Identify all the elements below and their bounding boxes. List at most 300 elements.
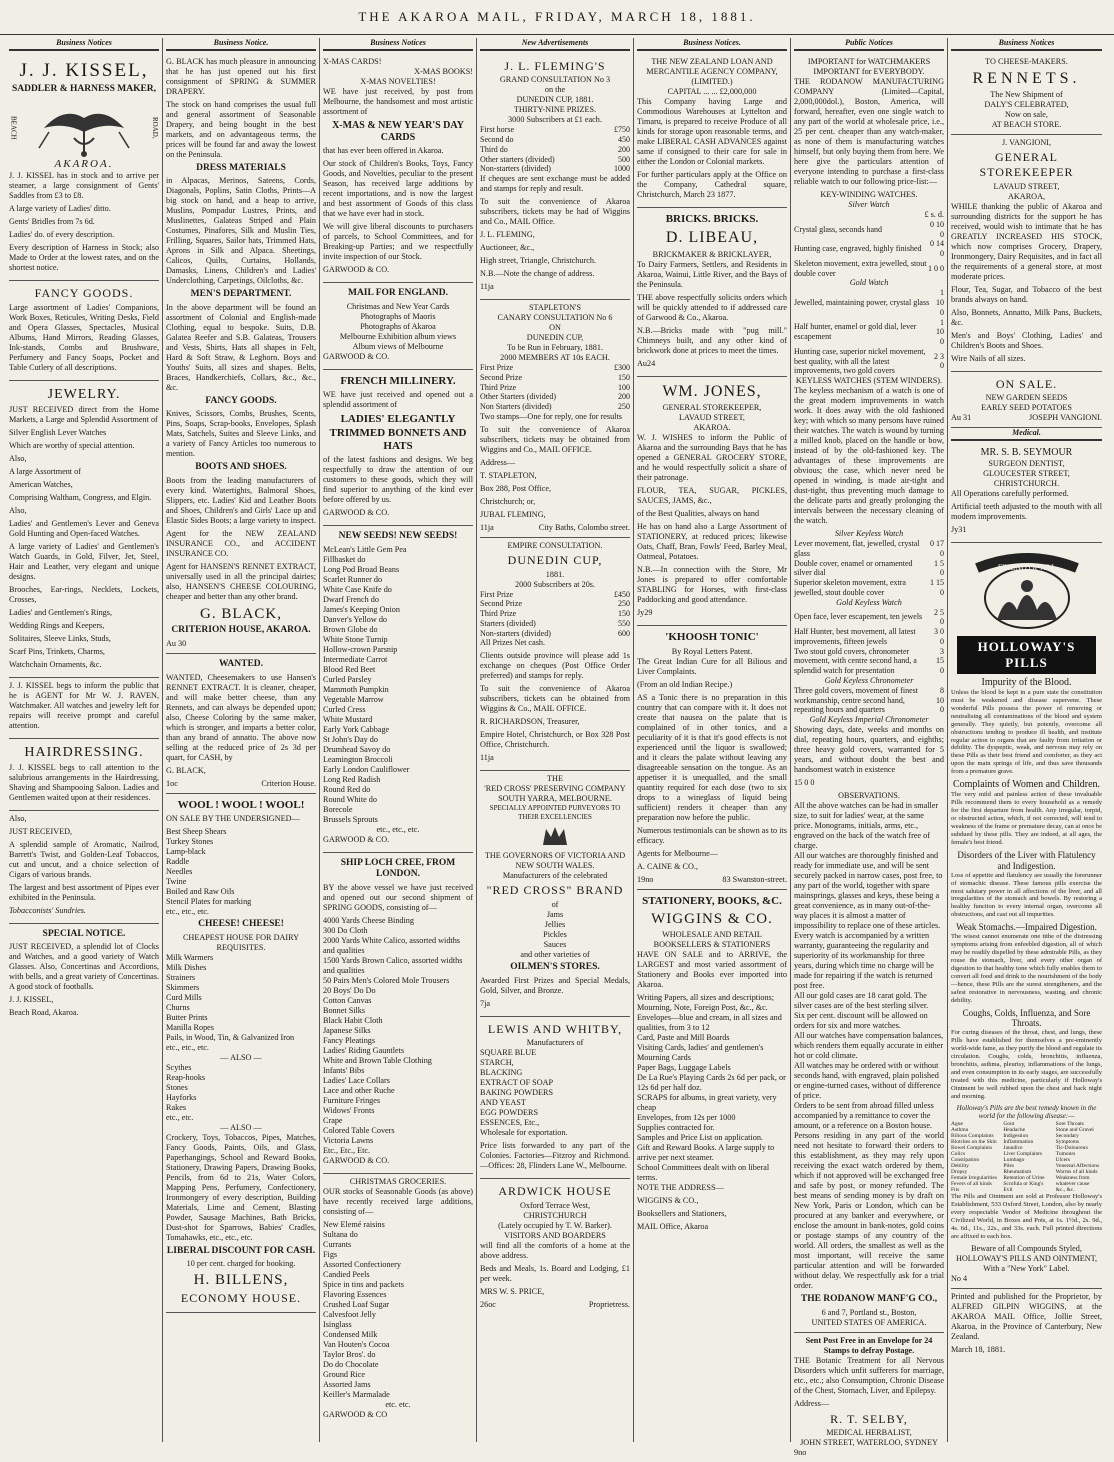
- lewis-whitby-ad: [480, 1017, 630, 1180]
- list-item: Fillbasket do: [323, 554, 366, 564]
- emblem-banner-text: FRIEND OF ALL: [997, 563, 1056, 573]
- ardwick-text: will find all the comforts of a home at the above address.: [480, 1240, 630, 1260]
- masthead: THE AKAROA MAIL, FRIDAY, MARCH 18, 1881.: [0, 0, 1114, 35]
- table-cell: Non-starters (divided): [480, 628, 551, 638]
- redcross-manufacturers: Manufacturers of the celebrated: [502, 871, 608, 881]
- wanted-code: 1oc: [166, 778, 178, 788]
- vangioni-street: LAVAUD STREET,: [993, 181, 1060, 191]
- table-row: [480, 609, 630, 619]
- kissel-saddler-ad: [9, 54, 159, 281]
- lewis-manufacturers: Manufacturers of: [526, 1038, 584, 1048]
- millinery-heading: LADIES' ELEGANTLY TRIMMED BONNETS AND HATS: [329, 413, 467, 452]
- list-item: Sultana do: [323, 1230, 358, 1240]
- list-item: Jaundice: [1003, 1144, 1023, 1151]
- table-cell: 1 10 0: [936, 288, 944, 317]
- list-item: SQUARE BLUE: [480, 1048, 537, 1058]
- list-item: White Stone Turnip: [323, 634, 388, 644]
- list-item: AND YEAST: [480, 1098, 526, 1108]
- impurity-text: Unless the blood be kept in a pure state the constitution must be weakened and disease supervene. These wonderful Pills possess the power of removing or neutralising all contaminations of the blood and system generally. They quietly, but potently, overcome all obstructions tending to produce ill health, and institute regular action in organs that are faulty from irritation or debility. The dyspeptic, weak, and nervous may rely on these Pills as their best friend and comforter, as they act upon the main springs of life, and thus save thousands from a premature grave.: [951, 688, 1102, 776]
- libeau-text: THE above respectfully solicits orders which will be quickly attended to if addressed care of Garwood & Co., Akaroa.: [637, 292, 787, 322]
- jewelry-text: Also,: [9, 453, 27, 463]
- selby-code: 9no: [794, 1448, 807, 1458]
- complaints-text: The very mild and painless action of these invaluable Pills recommend them to every household as a remedy for the first departure from health. Any irregular, torpid, or obstructed action, which, if not corrected, will tend to weakness of the frame or premature decay, can at once be subdued by these pills. They are indeed, at all ages, the female's best friend.: [951, 791, 1102, 846]
- stapleton-code: 11ja: [480, 522, 494, 532]
- redcross-and: and other varieties of: [520, 949, 590, 959]
- list-item: BAKING POWDERS: [480, 1088, 554, 1098]
- list-item: Skimmers: [166, 982, 200, 992]
- table-row: [480, 392, 630, 402]
- table-row: [480, 145, 630, 155]
- table-cell: Open face, lever escapement, ten jewels: [794, 612, 923, 622]
- khoosh-tonic-ad: [637, 626, 787, 889]
- groceries-title: CHRISTMAS GROCERIES.: [349, 1177, 447, 1187]
- table-cell: 100: [618, 382, 630, 392]
- table-cell: 3 0 0: [934, 627, 944, 646]
- rodanow-title: IMPORTANT for WATCHMAKERS: [807, 56, 931, 66]
- fancy-goods-title: FANCY GOODS.: [34, 285, 134, 300]
- wiggins-role: Booksellers and Stationers,: [637, 1209, 727, 1219]
- list-item: Indigestion: [1003, 1132, 1029, 1139]
- list-item: Calvesfoot Jelly: [323, 1310, 376, 1320]
- on-sale-text: NEW GARDEN SEEDS: [985, 393, 1068, 403]
- vangioni-store-ad: [951, 135, 1102, 371]
- jones-text: He has on hand also a Large Assortment of STATIONERY, at reduced prices; likewise Oats, Chaff, Bran, Fowls' Feed, Barley Meal, Oatmeal, Potatoes.: [637, 522, 787, 562]
- list-item: Raddle: [166, 856, 190, 866]
- black-code: Au 30: [166, 638, 187, 648]
- empire-text: To suit the convenience of Akaroa subscribers, tickets can be obtained from Wiggins & Co., MAIL OFFICE.: [480, 684, 630, 714]
- table-cell: 450: [618, 135, 630, 145]
- table-row: [480, 125, 630, 135]
- ardwick-house-ad: [480, 1179, 630, 1314]
- list-item: Ladies' Lace Collars: [323, 1076, 390, 1086]
- table-cell: Third Prize: [480, 382, 517, 392]
- holloways-pills-ad: [951, 543, 1102, 1289]
- table-row: [794, 318, 944, 347]
- lewis-title: LEWIS AND WHITBY,: [487, 1021, 623, 1036]
- seeds-title: NEW SEEDS! NEW SEEDS!: [338, 531, 458, 542]
- list-item: Tumours: [1055, 1151, 1076, 1158]
- table-cell: Other starters (divided): [480, 154, 555, 164]
- table-cell: Skeleton movement, extra jewelled, stout double cover: [794, 258, 927, 278]
- table-row: [794, 239, 944, 259]
- list-item: Assorted Jams: [323, 1380, 371, 1390]
- table-cell: Crystal glass, seconds hand: [794, 224, 882, 234]
- list-item: Ground Rice: [323, 1370, 366, 1380]
- jewelry-text: Ladies' and Gentlemen's Lever and Geneva Gold Hunting and Open-faced Watches.: [9, 518, 159, 538]
- nz-loan-limited: (LIMITED.): [691, 76, 733, 86]
- loch-cree-signature: GARWOOD & CO.: [323, 1156, 390, 1166]
- ardwick-late: (Lately occupied by T. W. Barker).: [498, 1220, 612, 1230]
- xmas-text: We will give liberal discounts to purchasers of parcels, to School Committees, and for Breaking-up Parties; and we respectfully invite inspection of our Stock.: [323, 222, 473, 262]
- tobacco-text: JUST RECEIVED,: [9, 826, 73, 836]
- list-item: All our watches have compensation balances, which renders them equally accurate in either hot or cold climate.: [794, 1031, 944, 1060]
- khoosh-text: The Great Indian Cure for all Bilious and Liver Complaints.: [637, 656, 787, 676]
- list-item: Fevers of all kinds: [951, 1181, 992, 1188]
- list-item: 1500 Yards Brown Calico, assorted widths and qualities: [323, 956, 463, 976]
- list-item: Curled Parsley: [323, 674, 372, 684]
- rennets-ad: [951, 54, 1102, 136]
- list-item: 50 Pairs Men's Colored Mole Trousers: [323, 976, 450, 986]
- also2-title: — ALSO —: [220, 1122, 262, 1132]
- libeau-code: Au24: [637, 358, 656, 368]
- table-cell: 1 0 0: [928, 263, 944, 273]
- kissel-text: Ladies' do. of every description.: [9, 229, 115, 239]
- black-text: The stock on hand comprises the usual full and general assortment of Seasonable Drapery, and being bought in the best markets, and on advantageous terms, the prices will be found far and away the lowest on the Peninsula.: [166, 99, 316, 159]
- jewelry-text: Scarf Pins, Trinkets, Charms,: [9, 646, 105, 656]
- fleming-on: on the: [544, 85, 566, 95]
- list-item: Melbourne Exhibition album views: [339, 331, 457, 341]
- table-row: [480, 590, 630, 600]
- list-item: Best Sheep Shears: [166, 826, 227, 836]
- vangioni-text: WHILE thanking the public of Akaroa and surrounding districts for the support he has received, would wish to intimate that he has GREATLY INCREASED HIS STOCK, which now comprises Grocery, Drapery, Ironmongery, Dairy Requisites, and in fact all the requirements of a general store, at most moderate prices.: [951, 201, 1102, 281]
- libeau-text: To Dairy Farmers, Settlers, and Residents in Akaroa, Wainui, Little River, and the Bays of the Peninsula.: [637, 259, 787, 289]
- empire-prize-table: [480, 590, 630, 639]
- column-header: Business Notices: [323, 38, 473, 51]
- redcross-code: 7ja: [480, 998, 491, 1008]
- list-item: Venereal Affections: [1055, 1163, 1100, 1170]
- key-winding-title: KEY-WINDING WATCHES.: [820, 189, 918, 199]
- diseases-title: Holloway's Pills are the best remedy known in the world for the following disease:—: [956, 1103, 1097, 1121]
- table-cell: 600: [618, 628, 630, 638]
- list-item: Brussels Sprouts: [323, 814, 378, 824]
- fleming-title: J. L. FLEMING'S: [504, 58, 606, 73]
- special-notice-signature: J. J. KISSEL,: [9, 995, 54, 1005]
- gold-keyless-prices: [794, 608, 944, 676]
- table-row: [480, 135, 630, 145]
- wanted-signature: G. BLACK,: [166, 765, 206, 775]
- list-item: Ladies' Riding Gauntlets: [323, 1046, 405, 1056]
- also2-text: Crockery, Toys, Tobaccos, Pipes, Matches, Fancy Goods, Paints, Oils, and Glass, Paperhangings, School and Reward Books, Stationery, Drawing Papers, Drawing Books, Pencils, from 6d to 21s, Water Colors, Mapping Pens, Perfumery, Confectionery, Ironmongery of every description, Building Materials, Lime and Cement, Blasting Powder, Sausage Machines, Bath Bricks, Dust-shot for Sparrows, Babies' Cradles, Tomahawks, etc., etc., etc.: [166, 1132, 316, 1242]
- table-cell: 150: [618, 372, 630, 382]
- list-item: &c., &c.: [1055, 1187, 1075, 1194]
- list-item: Isinglass: [323, 1320, 352, 1330]
- list-item: Leamington Broccoli: [323, 754, 393, 764]
- empire-year: 1881.: [545, 569, 565, 579]
- list-item: Danver's Yellow do: [323, 614, 388, 624]
- fleming-subscribers: 3000 Subscribers at £1 each.: [508, 115, 602, 125]
- column-header: Business Notices.: [637, 38, 787, 51]
- list-item: Brown Globe do: [323, 624, 378, 634]
- jewelry-text: Also,: [9, 505, 27, 515]
- ardwick-title: ARDWICK HOUSE: [498, 1184, 612, 1199]
- empire-consultation-ad: [480, 538, 630, 771]
- kissel-text: A large variety of Ladies' ditto.: [9, 203, 111, 213]
- loch-cree-list: [323, 916, 473, 1156]
- table-row: [794, 627, 944, 647]
- list-item: Piles: [1003, 1163, 1015, 1170]
- kissel-text: Every description of Harness in Stock; also Made to Order at the lowest rates, and on the shortest notice.: [9, 242, 159, 272]
- jewelry-text: JUST RECEIVED direct from the Home Markets, a Large and Splendid Assortment of: [9, 404, 159, 424]
- list-item: Candied Peels: [323, 1270, 370, 1280]
- stapleton-members: 2000 MEMBERS AT 10s EACH.: [500, 353, 610, 363]
- stapleton-prize-table: [480, 363, 630, 412]
- list-item: All our gold cases are 18 carat gold. The silver cases are of the best sterling silver.: [794, 991, 929, 1010]
- list-item: Do do Chocolate: [323, 1360, 379, 1370]
- kissel-subtitle: SADDLER & HARNESS MAKER,: [11, 83, 157, 94]
- jones-title: WM. JONES,: [662, 382, 762, 400]
- loch-cree-text: BY the above vessel we have just received and opened out our second shipment of SPRING GOODS, consisting of—: [323, 883, 473, 913]
- groceries-text: OUR stocks of Seasonable Goods (as above) have recently received large additions, consisting of—: [323, 1187, 473, 1217]
- rodanow-country: UNITED STATES OF AMERICA.: [811, 1317, 927, 1327]
- kissel-agent-ad: [9, 678, 159, 739]
- seeds-list: [323, 545, 473, 825]
- list-item: Crushed Loaf Sugar: [323, 1300, 389, 1310]
- list-item: etc., etc.: [166, 1112, 194, 1122]
- coughs-text: For curing diseases of the throat, chest, and lungs, these Pills have established for themselves a pre-eminently world-wide fame, as they purify the blood and regulate its circulation. Coughs, colds, bronchitis, influenza, bronchitis, asthma, pleurisy, inflammations of the lungs, and even consumption in its early stages, are successfully treated with this medicine, particularly if Holloway's Ointment be well rubbed upon the chest and back night and morning.: [951, 1029, 1102, 1100]
- list-item: Early London Cauliflower: [323, 764, 410, 774]
- seymour-city: CHRISTCHURCH.: [993, 479, 1060, 489]
- cheese-title: CHEESE! CHEESE!: [198, 918, 284, 929]
- selby-address-label: Address—: [794, 1398, 830, 1408]
- list-item: Ague: [951, 1120, 963, 1127]
- jewelry-text: Silver English Lever Watches: [9, 427, 107, 437]
- silver-keyless-prices: [794, 539, 944, 598]
- list-item: Drumhead Savoy do: [323, 744, 391, 754]
- table-cell: £450: [614, 589, 630, 599]
- list-item: Butter Prints: [166, 1012, 208, 1022]
- also-title: — ALSO —: [220, 1052, 262, 1062]
- special-notice-title: SPECIAL NOTICE.: [42, 928, 126, 939]
- table-row: [794, 288, 944, 317]
- list-item: Cotton Canvas: [323, 996, 372, 1006]
- boots-shoes-text: Boots from the leading manufacturers of every kind. Watertights, Balmoral Shoes, Slippers, etc. Ladies' Kid and Leather Boots and Shoes, Children's and Girls' Lace up and Elastic Sides Boots; a large variety to inspect.: [166, 476, 316, 526]
- table-cell: £300: [614, 363, 630, 373]
- list-item: Colics: [951, 1151, 966, 1158]
- list-item: Hollow-crown Parsnip: [323, 644, 398, 654]
- caution-label: With a "New York" Label.: [983, 1263, 1070, 1273]
- list-item: Spice in tins and packets: [323, 1280, 404, 1290]
- tobacco-text: Tobacconists' Sundries.: [9, 905, 86, 915]
- khoosh-address: 83 Swanston-street.: [722, 874, 787, 884]
- table-cell: Half Hunter, best movement, all latest improvements, fifteen jewels: [794, 627, 916, 646]
- table-cell: Lever movement, flat, jewelled, crystal glass: [794, 539, 920, 558]
- silver-keyless-title: Silver Keyless Watch: [834, 529, 904, 538]
- liberal-discount-sub: 10 per cent. charged for booking.: [186, 1259, 296, 1269]
- list-item: New Elemé raisins: [323, 1220, 385, 1230]
- ardwick-code: 26oc: [480, 1299, 496, 1309]
- libeau-text: N.B.—Bricks made with "pug mill." Chimneys built, and any other kind of brickwork done at prices to meet the times.: [637, 325, 787, 355]
- list-item: Borecole: [323, 804, 353, 814]
- list-item: Intermediate Carrot: [323, 654, 388, 664]
- fleming-code: 11ja: [480, 282, 494, 292]
- xmas-cards-heading: X-MAS & NEW YEAR'S DAY CARDS: [332, 119, 464, 143]
- list-item: etc., etc., etc.: [166, 1042, 209, 1052]
- kissel-title: J. J. KISSEL,: [19, 59, 149, 81]
- list-item: Stencil Plates for marking: [166, 896, 252, 906]
- table-cell: First Prize: [480, 589, 514, 599]
- stapleton-address-label: Address—: [480, 457, 516, 467]
- list-item: Christmas and New Year Cards: [346, 301, 450, 311]
- ardwick-proprietress: Proprietress.: [588, 1299, 630, 1309]
- observations-list: [794, 801, 944, 1131]
- column-1: [6, 38, 163, 1442]
- list-item: Photographs of Maoris: [360, 311, 436, 321]
- wiggins-list: [637, 993, 787, 1183]
- on-sale-text: EARLY SEED POTATOES: [981, 403, 1072, 413]
- fleming-subtitle: GRAND CONSULTATION No 3: [499, 75, 611, 85]
- seymour-dentist-ad: [951, 444, 1102, 543]
- table-cell: Third Prize: [480, 609, 517, 618]
- list-item: Headache: [1003, 1126, 1026, 1133]
- redcross-list: [480, 910, 630, 950]
- fleming-note: N.B.—Note the change of address.: [480, 269, 595, 279]
- vangioni-name: J. VANGIONI,: [1001, 138, 1052, 148]
- list-item: Rakes: [166, 1102, 187, 1112]
- jewelry-text: Watchchain Ornaments, &c.: [9, 659, 102, 669]
- list-item: All our watches are thoroughly finished and ready for immediate use, and will be sent securely packed in narrow cases, post free, to any part of the world, together with spare mainsprings, glasses and keys, these being a great convenience, as in many out-of-the-way places it is almost a matter of impossibility to replace one of these articles.: [794, 851, 943, 930]
- list-item: Curled Cress: [323, 704, 366, 714]
- redcross-purveyors: SPECIALLY APPOINTED PURVEYORS TO THEIR EXCELLENCIES: [489, 804, 621, 821]
- column-header: Business Notices: [951, 38, 1102, 51]
- list-item: Sauces: [543, 939, 567, 949]
- table-row: [480, 619, 630, 629]
- list-item: Constipation: [951, 1157, 980, 1164]
- jones-code: Jy29: [637, 608, 653, 618]
- on-sale-code: Au 31: [951, 413, 972, 423]
- list-item: Scrofula or King's Evil: [1003, 1181, 1044, 1194]
- list-item: Gout: [1003, 1120, 1015, 1127]
- table-cell: Non Starters (divided): [480, 402, 552, 412]
- list-item: Twine: [166, 876, 187, 886]
- stapleton-city: Christchurch; or,: [480, 496, 536, 506]
- jewelry-ad: [9, 381, 159, 678]
- table-cell: 1000: [614, 164, 630, 174]
- table-cell: 1 10 0: [936, 317, 944, 346]
- list-item: Hayforks: [166, 1092, 197, 1102]
- table-cell: Second do: [480, 135, 514, 145]
- imperial-title: Gold Keyless Imperial Chronometer: [809, 715, 929, 724]
- jones-street: LAVAUD STREET,: [679, 413, 745, 423]
- xmas-signature: GARWOOD & CO.: [323, 265, 390, 275]
- empire-net: All Prizes Net cash.: [480, 638, 546, 648]
- list-item: Strainers: [166, 972, 196, 982]
- list-item: Samples and Price List on application.: [637, 1133, 763, 1143]
- hairdressing-text: J. J. KISSEL begs to call attention to the salubrious arrangements in the Hairdressing, Shaving and Shampooing Saloon. Ladies and Gentlemen waited upon at their residences.: [9, 762, 159, 802]
- list-item: Fancy Pleatings: [323, 1036, 376, 1046]
- list-item: Female Irregularities: [951, 1175, 997, 1182]
- column-7: [948, 38, 1105, 1442]
- list-item: Tic-Doloureux: [1055, 1144, 1089, 1151]
- mail-list: [323, 302, 473, 352]
- jewelry-text: Comprising Waltham, Congress, and Elgin.: [9, 492, 152, 502]
- list-item: Ulcers: [1055, 1157, 1071, 1164]
- list-item: 2000 Yards White Calico, assorted widths and qualities: [323, 936, 460, 956]
- empire-code: 11ja: [480, 753, 494, 763]
- hairdressing-ad: [9, 739, 159, 811]
- jones-town: AKAROA.: [693, 423, 731, 433]
- jones-items: FLOUR, TEA, SUGAR, PICKLES, SAUCES, JAMS, &c.,: [637, 486, 787, 506]
- stapleton-buildings: City Baths, Colombo street.: [538, 522, 630, 532]
- list-item: EGG POWDERS: [480, 1108, 538, 1118]
- table-row: [794, 539, 944, 559]
- kissel-side-left: BEACH: [9, 115, 18, 140]
- list-item: Reap-hooks: [166, 1072, 206, 1082]
- fancy-goods-title: FANCY GOODS.: [205, 395, 277, 406]
- rennet-agent-text: Agent for HANSEN'S RENNET EXTRACT, universally used in all the principal dairies; also, HANSEN'S CHEESE COLOURING, cheaper and better than any other brand.: [166, 562, 316, 602]
- list-item: Stones: [166, 1082, 188, 1092]
- table-cell: First Prize: [480, 363, 514, 373]
- list-item: McLean's Little Gem Pea: [323, 544, 407, 554]
- vangioni-text: Wire Nails of all sizes.: [951, 353, 1026, 363]
- rennets-text: AT BEACH STORE.: [991, 120, 1062, 130]
- column-2: [163, 38, 320, 1442]
- table-cell: First horse: [480, 125, 514, 135]
- xmas-title: X-MAS CARDS!: [323, 56, 382, 66]
- table-row: [794, 578, 944, 598]
- mail-england-ad: [323, 283, 473, 370]
- complaints-title: Complaints of Women and Children.: [952, 779, 1101, 791]
- khoosh-text: Numerous testimonials can be shown as to its efficacy.: [637, 825, 787, 845]
- khoosh-code: 19no: [637, 874, 654, 884]
- seymour-code: Jy31: [951, 525, 967, 535]
- list-item: 20 Boys' Do Do: [323, 986, 376, 996]
- selby-post: Sent Post Free in an Envelope for 24 Stamps to defray Postage.: [805, 1335, 933, 1355]
- list-item: Asthma: [951, 1126, 969, 1133]
- wiggins-office: MAIL Office, Akaroa: [637, 1222, 709, 1232]
- table-cell: Other Starters (divided): [480, 392, 556, 402]
- stapleton-cup: DUNEDIN CUP,: [526, 333, 584, 343]
- fancy-goods-ad: [9, 281, 159, 381]
- selby-name: R. T. SELBY,: [830, 1411, 908, 1426]
- on-sale-signature: JOSEPH VANGIONI.: [1029, 413, 1102, 423]
- fleming-prizes: THIRTY-NINE PRIZES.: [513, 105, 597, 115]
- seymour-role: SURGEON DENTIST,: [988, 459, 1065, 469]
- list-item: Inflammation: [1003, 1138, 1034, 1145]
- lewis-list: [480, 1048, 630, 1128]
- imprint-date: March 18, 1881.: [951, 1344, 1006, 1354]
- millinery-text: WE have just received and opened out a splendid assortment of: [323, 390, 473, 410]
- tobacco-text: A splendid sample of Aromatic, Nailrod, Barrett's Twist, and Golden-Leaf Tobaccos, cut and uncut, and a choice selection of Cigars of various brands.: [9, 839, 159, 879]
- on-sale-title: ON SALE.: [995, 376, 1058, 391]
- special-notice-text: JUST RECEIVED, a splendid lot of Clocks and Watches, and a good variety of Watch Glasses. Also, Concertinas and Accordions, with bells, and a great variety of Concertinas. A good stock of footballs.: [9, 942, 159, 992]
- vangioni-text: Also, Bonnets, Annatto, Milk Pans, Buckets, &c.: [951, 307, 1102, 327]
- rennets-text: Now on sale,: [1005, 110, 1048, 120]
- redcross-brand: "RED CROSS" BRAND: [486, 883, 624, 898]
- jones-text: W. J. WISHES to inform the Public of Akaroa and the surrounding Bays that he has opened a GENERAL GROCERY STORE, and he would respectfully solicit a share of their patronage.: [637, 433, 787, 483]
- list-item: Bowel Complaints: [951, 1144, 993, 1151]
- weak-stomach-text: The wisest cannot enumerate one tithe of the distressing symptoms arising from enfeebled digestion, all of which may be readily dispelled by these admirable Pills, as they rouse the stomach, liver, and every other organ of digestion to that healthy tone which fully enables them to convert all food and drink to the nourishment of the body—hence, these Pills are the surest strengtheners, and the safest restorative in nervousness, wasting, and chronic debility.: [951, 933, 1102, 1004]
- chronometer-title: Gold Keyless Chronometer: [824, 675, 914, 685]
- table-cell: Hunting case, superior nickel movement, best quality, with all the latest improvements, two gold covers: [794, 346, 926, 376]
- billens-house: ECONOMY HOUSE.: [180, 1291, 302, 1306]
- table-cell: 0 17 0: [930, 539, 944, 558]
- list-item: White and Brown Table Clothing: [323, 1056, 432, 1066]
- list-item: Van Houten's Cocoa: [323, 1340, 390, 1350]
- list-item: Photographs of Akaroa: [360, 321, 436, 331]
- wiggins-subtitle-2: BOOKSELLERS & STATIONERS: [653, 940, 771, 950]
- table-cell: 0 10 0: [930, 219, 944, 239]
- newspaper-columns: [6, 38, 1108, 1458]
- list-item: Widows' Fronts: [323, 1106, 375, 1116]
- groceries-etc: etc. etc.: [385, 1400, 411, 1410]
- caution-code: No 4: [951, 1273, 968, 1283]
- empire-cup: DUNEDIN CUP,: [507, 552, 603, 567]
- imprint: [951, 1289, 1102, 1362]
- list-item: Japanese Silks: [323, 1026, 371, 1036]
- list-item: Secondary Symptoms: [1055, 1132, 1080, 1145]
- list-item: Figs: [323, 1250, 338, 1260]
- table-cell: 2 3 0: [934, 351, 944, 371]
- rodanow-subtitle: IMPORTANT for EVERYBODY.: [813, 66, 925, 76]
- fancy-goods-text: Large assortment of Ladies' Companions, Work Boxes, Reticules, Writing Desks, Field and Opera Glasses, Spectacles, Musical Albums, Hand Mirrors, Reading Glasses, Ink-stands, Combs and Brushware, Perfumery and Fancy Soaps, Pocket and Table Cutlery of all descriptions.: [9, 302, 159, 372]
- khoosh-from: (From an old Indian Recipe.): [637, 679, 733, 689]
- list-item: Furniture Fringes: [323, 1096, 381, 1106]
- column-6: [791, 38, 948, 1458]
- selby-role: MEDICAL HERBALIST,: [826, 1428, 912, 1438]
- table-row: [480, 383, 630, 393]
- empire-title: EMPIRE CONSULTATION.: [507, 540, 603, 550]
- table-row: [794, 259, 944, 279]
